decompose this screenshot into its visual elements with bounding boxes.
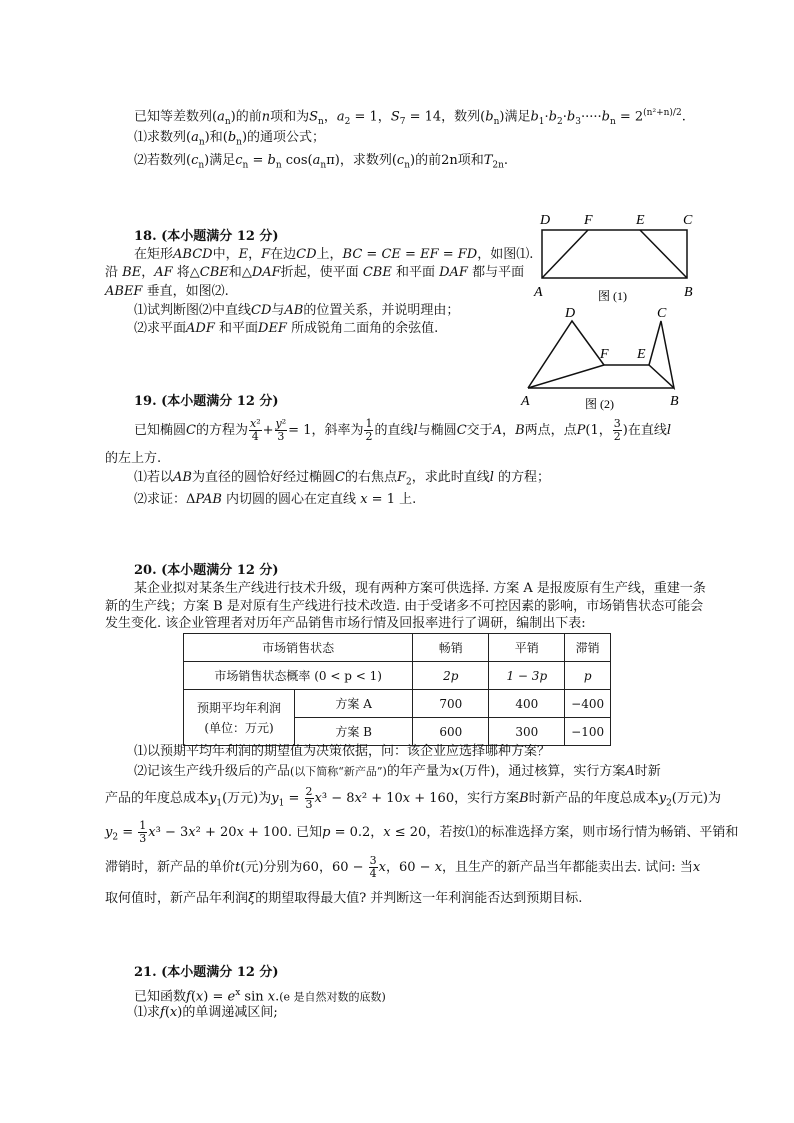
table-header-normal: 平销 xyxy=(489,634,565,662)
fig2-label-d: D xyxy=(565,306,576,321)
p21-heading: 21. (本小题满分 12 分) xyxy=(134,965,279,980)
table-cell: −400 xyxy=(565,690,611,718)
figure-1 xyxy=(528,208,708,304)
p19-line2: 的左上方. xyxy=(105,451,162,466)
fig2-label-e: E xyxy=(637,347,646,362)
fig1-label-a: A xyxy=(534,285,543,300)
market-table xyxy=(183,633,611,746)
p17-q1: ⑴求数列$(a_n)$和$(b_n)$的通项公式； xyxy=(134,130,326,148)
table-cell: −100 xyxy=(565,718,611,746)
fig2-label-b: B xyxy=(670,394,679,409)
table-group-cell xyxy=(184,690,295,746)
p17-line1: 已知等差数列$(a_n)$的前n项和为$S_n$，$a_2 = 1$，$S_7 = 14$，数列$(b_n)$满足$b_1\cdot b_2\cdot b_3\cdot\cdot\cdot\cdot\cdot b_n = 2^{(n^2+n)/2}$. xyxy=(134,108,686,127)
fig1-label-b: B xyxy=(684,285,693,300)
p20-line3: 发生变化. 该企业管理者对历年产品销售市场行情及回报率进行了调研，编制出下表: xyxy=(105,616,586,631)
p18-line2: 沿 BE，AF 将△CBE和△DAF折起，使平面 CBE 和平面 DAF 都与平面 xyxy=(105,265,525,280)
table-group-label: 预期平均年利润 xyxy=(196,700,281,715)
p19-line1: 已知椭圆C的方程为 $\frac{\text{x²}}{4}$ + $\frac{\text{y²}}{3}$ = 1，斜率为 $\frac{1}{2}$ 的直线l与椭圆C交于A，B两点，点P(1， $\frac{3}{2}$ )在直线l xyxy=(134,417,671,443)
table-cell: 方案 A xyxy=(295,690,413,718)
fig2-label-a: A xyxy=(521,394,530,409)
table-header-slow: 滞销 xyxy=(565,634,611,662)
table-cell: p xyxy=(565,662,611,690)
p20-heading: 20. (本小题满分 12 分) xyxy=(134,563,279,578)
table-cell: 400 xyxy=(489,690,565,718)
fig2-label-f: F xyxy=(600,347,609,362)
table-cell: 700 xyxy=(413,690,489,718)
table-cell: 600 xyxy=(413,718,489,746)
p19-q1: ⑴若以AB为直径的圆恰好经过椭圆C的右焦点$F_2$，求此时直线l 的方程； xyxy=(134,470,551,488)
p19-q2: ⑵求证：ΔPAB 内切圆的圆心在定直线 x = 1 上. xyxy=(134,492,417,507)
p21-q1: ⑴求f(x)的单调递减区间; xyxy=(134,1005,278,1020)
table-cell: 300 xyxy=(489,718,565,746)
p20-q2-line1: ⑵记该生产线升级后的产品(以下简称“新产品”)的年产量为x(万件)，通过核算，实行方案A时新 xyxy=(134,764,661,779)
fig1-label-d: D xyxy=(540,213,551,228)
fig2-line-af xyxy=(528,365,604,388)
fig1-label-f: F xyxy=(584,213,593,228)
fig2-label-c: C xyxy=(657,306,667,321)
table-header-good: 畅销 xyxy=(413,634,489,662)
p20-line1: 某企业拟对某条生产线进行技术升级，现有两种方案可供选择. 方案 A 是报废原有生产线，重建一条 xyxy=(134,581,706,596)
table-cell: 方案 B xyxy=(295,718,413,746)
table-header-status: 市场销售状态 xyxy=(184,634,413,662)
p20-line2: 新的生产线；方案 B 是对原有生产线进行技术改造. 由于受诸多不可控因素的影响，市场销售状态可能会 xyxy=(105,599,704,614)
p18-q2: ⑵求平面ADF 和平面DEF 所成锐角二面角的余弦值. xyxy=(134,321,439,336)
p21-line1: 已知函数$f(x) = e^x$ sin x.(e 是自然对数的底数) xyxy=(134,988,386,1005)
table-row-plan-a xyxy=(184,690,611,718)
fig2-triangle-daf xyxy=(528,321,604,388)
p18-heading: 18. (本小题满分 12 分) xyxy=(134,229,279,244)
p19-heading: 19. (本小题满分 12 分) xyxy=(134,394,279,409)
p20-q2-line2: 产品的年度总成本$y_1$(万元)为$y_1$ = $\frac{2}{3}$ x³ − 8x² + 10x + 160，实行方案B时新产品的年度总成本$y_2$(万元)为 xyxy=(105,785,721,811)
fig1-caption: 图 (1) xyxy=(598,289,627,303)
p20-q2-line5: 取何值时，新产品年利润ξ的期望取得最大值? 并判断这一年利润能否达到预期目标. xyxy=(105,891,583,906)
p20-q2-line3: $y_2$ = $\frac{1}{3}$ x³ − 3x² + 20x + 100. 已知p = 0.2，x ≤ 20，若按⑴的标准选择方案，则市场行情为畅销、平销和 xyxy=(105,819,739,845)
fig1-label-e: E xyxy=(636,213,645,228)
table-cell: 1 − 3p xyxy=(489,662,565,690)
figure-2 xyxy=(515,302,695,414)
fig2-triangle-ecb xyxy=(649,321,674,388)
fig1-label-c: C xyxy=(683,213,693,228)
fig1-line-eb xyxy=(640,230,687,278)
p18-q1: ⑴试判断图⑵中直线CD与AB的位置关系，并说明理由； xyxy=(134,303,460,318)
table-row-probability xyxy=(184,662,611,690)
p17-q2: ⑵若数列$(c_n)$满足$c_n = b_n$ $\cos(a_n\pi)$，求数列$(c_n)$的前2n项和$T_{2n}$. xyxy=(134,153,509,171)
table-cell: 市场销售状态概率 (0 < p < 1) xyxy=(184,662,413,690)
fig1-rectangle xyxy=(542,230,687,278)
table-header-row xyxy=(184,634,611,662)
p18-line1: 在矩形ABCD中，E，F在边CD上，BC = CE = EF = FD，如图⑴. xyxy=(134,247,534,262)
table-group-unit: (单位：万元) xyxy=(204,720,274,735)
fig1-line-af xyxy=(542,230,588,278)
p20-q1: ⑴以预期平均年利润的期望值为决策依据，问：该企业应选择哪种方案？ xyxy=(134,744,551,759)
table-cell: 2p xyxy=(413,662,489,690)
p18-line3: ABEF 垂直，如图⑵. xyxy=(105,284,229,299)
p20-q2-line4: 滞销时，新产品的单价t(元)分别为60，60 − $\frac{3}{4}$ x，60 − x，且生产的新产品当年都能卖出去. 试问: 当x xyxy=(105,854,701,880)
fig2-caption: 图 (2) xyxy=(585,397,614,411)
